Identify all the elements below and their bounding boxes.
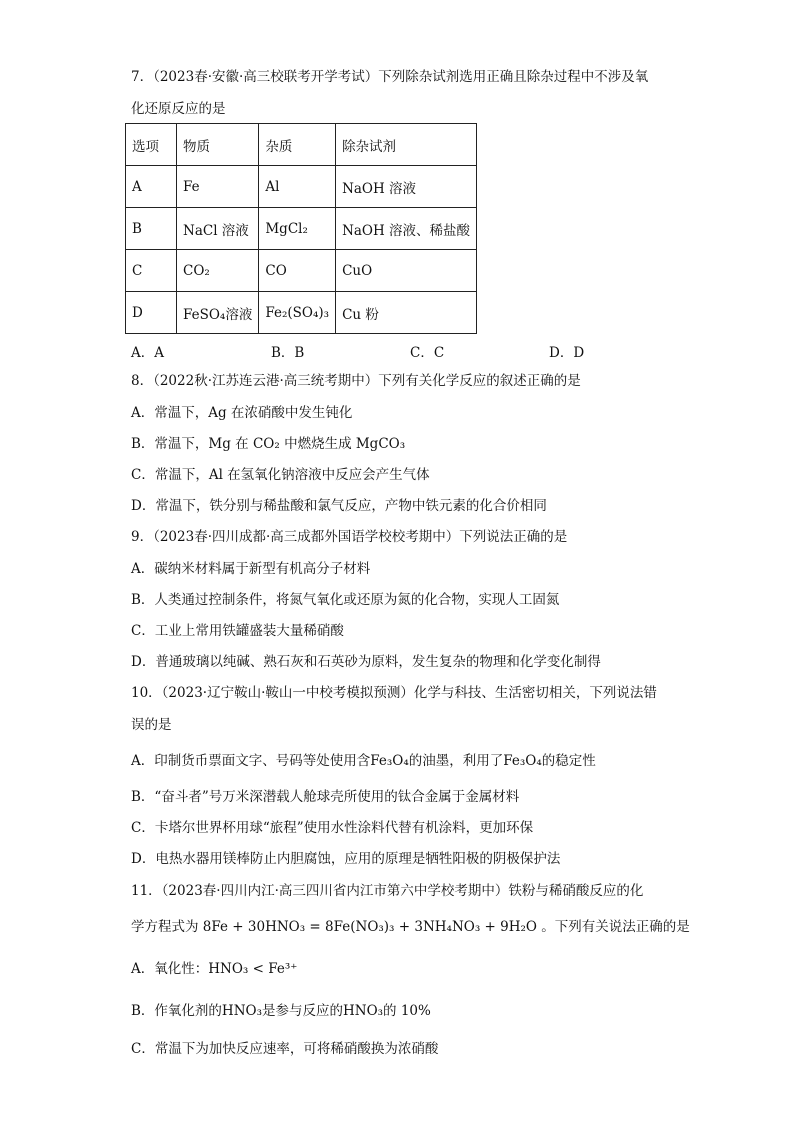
q10-option-c: C．卡塔尔世界杯用球“旅程”使用水性涂料代替有机涂料，更加环保 [131,820,534,836]
table-row [126,208,477,250]
q7-options [131,341,691,359]
table-header-cell: 除杂试剂 [336,124,477,166]
table-cell: A [126,166,177,208]
q7-stem-line1: 7．（2023春·安徽·高三校联考开学考试）下列除杂试剂选用正确且除杂过程中不涉及氧 [131,69,649,85]
q9-option-d: D．普通玻璃以纯碱、熟石灰和石英砂为原料，发生复杂的物理和化学变化制得 [131,654,601,670]
q7-stem-line2: 化还原反应的是 [131,101,226,117]
table-row [126,166,477,208]
table-cell: Fe [177,166,259,208]
table-cell: Al [259,166,336,208]
q7-option-c: C．C [410,345,445,361]
q9-option-a: A．碳纳米材料属于新型有机高分子材料 [131,561,371,577]
table-cell: D [126,292,177,334]
table-header-cell: 物质 [177,124,259,166]
q11-stem-line1: 11．（2023春·四川内江·高三四川省内江市第六中学校考期中）铁粉与稀硝酸反应的化 [131,883,644,899]
q7-option-b: B．B [271,345,305,361]
q7-option-d: D．D [549,345,585,361]
table-cell: FeSO₄溶液 [177,292,259,334]
q10-option-a: A．印制货币票面文字、号码等处使用含Fe₃O₄的油墨，利用了Fe₃O₄的稳定性 [131,753,596,769]
q11-option-a: A．氧化性：HNO₃ < Fe³⁺ [131,961,298,977]
table-cell: NaCl 溶液 [177,208,259,250]
table-cell: C [126,250,177,292]
table-header-cell: 选项 [126,124,177,166]
q11-option-b: B．作氧化剂的HNO₃是参与反应的HNO₃的 10% [131,1003,431,1019]
q9-stem: 9．（2023春·四川成都·高三成都外国语学校校考期中）下列说法正确的是 [131,529,568,545]
q10-stem-line2: 误的是 [131,717,172,733]
q8-option-b: B．常温下，Mg 在 CO₂ 中燃烧生成 MgCO₃ [131,436,406,452]
table-cell: Cu 粉 [336,292,477,334]
table-row [126,250,477,292]
table-cell: NaOH 溶液 [336,166,477,208]
table-cell: CO₂ [177,250,259,292]
q8-option-c: C．常温下，Al 在氢氧化钠溶液中反应会产生气体 [131,467,430,483]
table-header-row [126,124,477,166]
table-cell: CuO [336,250,477,292]
table-cell: CO [259,250,336,292]
table-cell: MgCl₂ [259,208,336,250]
table-cell: Fe₂(SO₄)₃ [259,292,336,334]
q9-option-b: B．人类通过控制条件，将氮气氧化或还原为氮的化合物，实现人工固氮 [131,592,560,608]
q8-stem: 8．（2022秋·江苏连云港·高三统考期中）下列有关化学反应的叙述正确的是 [131,373,581,389]
q11-option-c: C．常温下为加快反应速率，可将稀硝酸换为浓硝酸 [131,1041,439,1057]
q7-table [125,123,477,334]
q8-option-a: A．常温下，Ag 在浓硝酸中发生钝化 [131,405,353,421]
q10-option-b: B．“奋斗者”号万米深潜载人舱球壳所使用的钛合金属于金属材料 [131,789,520,805]
q7-option-a: A．A [131,345,164,361]
q10-stem-line1: 10．（2023·辽宁鞍山·鞍山一中校考模拟预测）化学与科技、生活密切相关，下列说法错 [131,685,657,701]
q8-option-d: D．常温下，铁分别与稀盐酸和氯气反应，产物中铁元素的化合价相同 [131,498,547,514]
q11-stem-line2: 学方程式为 8Fe + 30HNO₃ = 8Fe(NO₃)₃ + 3NH₄NO₃ + 9H₂O 。下列有关说法正确的是 [131,919,690,935]
table-header-cell: 杂质 [259,124,336,166]
q10-option-d: D．电热水器用镁棒防止内胆腐蚀，应用的原理是牺牲阳极的阴极保护法 [131,851,561,867]
table-cell: NaOH 溶液、稀盐酸 [336,208,477,250]
table-cell: B [126,208,177,250]
q9-option-c: C．工业上常用铁罐盛装大量稀硝酸 [131,623,344,639]
table-row [126,292,477,334]
